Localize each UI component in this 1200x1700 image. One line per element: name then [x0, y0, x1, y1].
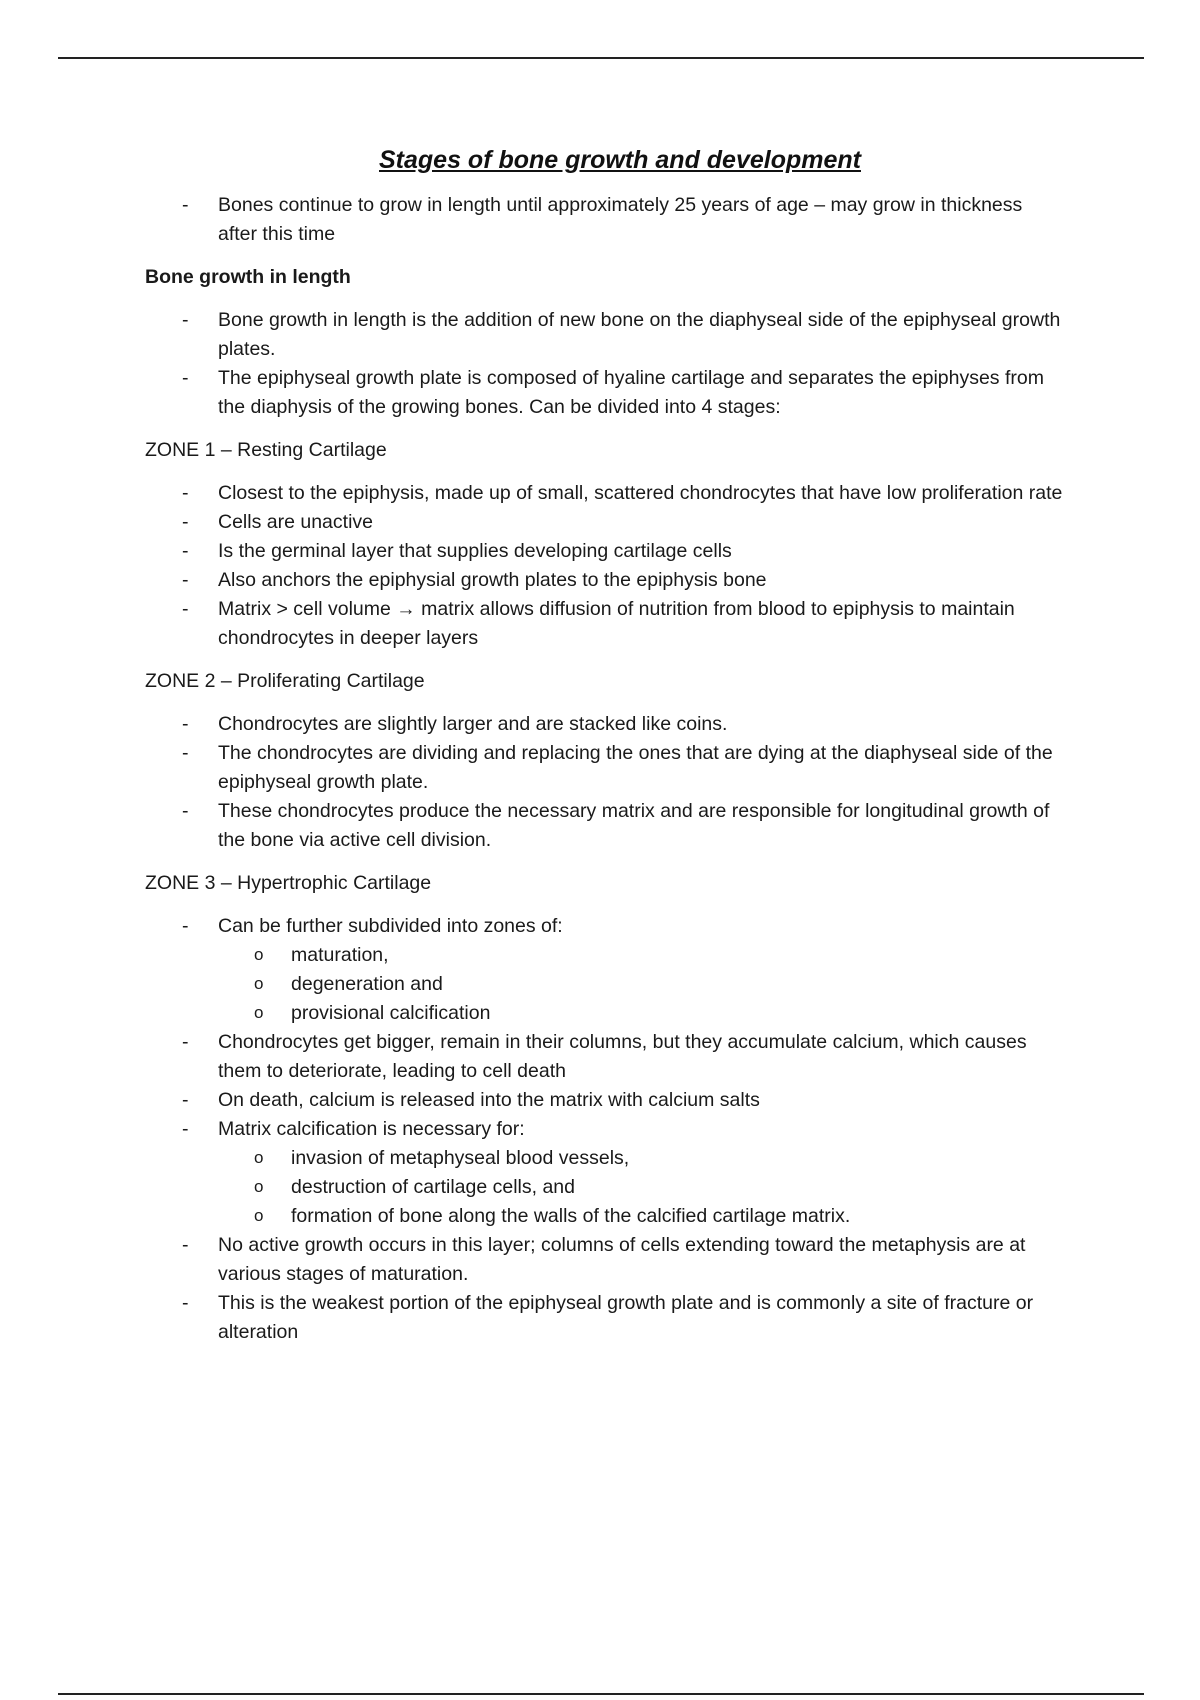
list-item: - Chondrocytes are slightly larger and are stacked like coins.: [145, 710, 1065, 739]
list-item: - Matrix > cell volume → matrix allows diffusion of nutrition from blood to epiphysis to maintain chondrocytes in deeper layers: [145, 595, 1065, 653]
list-item: - Cells are unactive: [145, 508, 1065, 537]
page-title: Stages of bone growth and development: [379, 146, 861, 174]
list-item: - Also anchors the epiphysial growth plates to the epiphysis bone: [145, 566, 1065, 595]
sub-list-item: o degeneration and: [218, 970, 1065, 999]
zone2-list: [145, 710, 1065, 855]
list-item: - These chondrocytes produce the necessary matrix and are responsible for longitudinal growth of the bone via active cell division.: [145, 797, 1065, 855]
list-item: - Bones continue to grow in length until approximately 25 years of age – may grow in thickness after this time: [145, 191, 1065, 249]
sub-list-item: o formation of bone along the walls of the calcified cartilage matrix.: [218, 1202, 1065, 1231]
zone2-heading: ZONE 2 – Proliferating Cartilage: [145, 670, 425, 692]
list-item: - Chondrocytes get bigger, remain in their columns, but they accumulate calcium, which causes them to deteriorate, leading to cell death: [145, 1028, 1065, 1086]
dash-bullet: -: [182, 598, 189, 620]
circle-bullet: o: [254, 974, 264, 993]
dash-bullet: -: [182, 482, 189, 504]
list-item: - Is the germinal layer that supplies developing cartilage cells: [145, 537, 1065, 566]
dash-bullet: -: [182, 1118, 189, 1140]
list-item: - On death, calcium is released into the matrix with calcium salts: [145, 1086, 1065, 1115]
circle-bullet: o: [254, 1003, 264, 1022]
list-item: - Closest to the epiphysis, made up of small, scattered chondrocytes that have low proliferation rate: [145, 479, 1065, 508]
intro-list: [145, 191, 1065, 249]
circle-bullet: o: [254, 1177, 264, 1196]
subzone-list: [218, 941, 1065, 1028]
sub-list-item: o invasion of metaphyseal blood vessels,: [218, 1144, 1065, 1173]
sub-list-item: o provisional calcification: [218, 999, 1065, 1028]
dash-bullet: -: [182, 194, 189, 216]
zone3-list: [145, 912, 1065, 1347]
header-rule: [58, 57, 1144, 59]
list-item: - No active growth occurs in this layer; columns of cells extending toward the metaphysis are at various stages of maturation.: [145, 1231, 1065, 1289]
dash-bullet: -: [182, 511, 189, 533]
sub-list-item: o destruction of cartilage cells, and: [218, 1173, 1065, 1202]
list-item: - Can be further subdivided into zones of: o maturation, o degeneration and o provisional calcification: [145, 912, 1065, 1028]
zone1-heading: ZONE 1 – Resting Cartilage: [145, 439, 387, 461]
zone3-heading: ZONE 3 – Hypertrophic Cartilage: [145, 872, 432, 894]
dash-bullet: -: [182, 540, 189, 562]
list-item: - The epiphyseal growth plate is composed of hyaline cartilage and separates the epiphyses from the diaphysis of the growing bones. Can be divided into 4 stages:: [145, 364, 1065, 422]
circle-bullet: o: [254, 945, 264, 964]
dash-bullet: -: [182, 915, 189, 937]
list-item: - This is the weakest portion of the epiphyseal growth plate and is commonly a site of fracture or alteration: [145, 1289, 1065, 1347]
footer-rule: [58, 1693, 1144, 1695]
dash-bullet: -: [182, 800, 189, 822]
section-heading: Bone growth in length: [145, 266, 351, 288]
calcification-list: [218, 1144, 1065, 1231]
list-item: - The chondrocytes are dividing and replacing the ones that are dying at the diaphyseal side of the epiphyseal growth plate.: [145, 739, 1065, 797]
sub-list-item: o maturation,: [218, 941, 1065, 970]
list-item: - Matrix calcification is necessary for: o invasion of metaphyseal blood vessels, o destruction of cartilage cells, and o formation of bone along the walls of the calcified cartilage matrix.: [145, 1115, 1065, 1231]
section-list: [145, 306, 1065, 422]
circle-bullet: o: [254, 1148, 264, 1167]
dash-bullet: -: [182, 1292, 189, 1314]
dash-bullet: -: [182, 367, 189, 389]
dash-bullet: -: [182, 742, 189, 764]
dash-bullet: -: [182, 713, 189, 735]
dash-bullet: -: [182, 1234, 189, 1256]
list-item: - Bone growth in length is the addition of new bone on the diaphyseal side of the epiphyseal growth plates.: [145, 306, 1065, 364]
circle-bullet: o: [254, 1206, 264, 1225]
zone1-list: [145, 479, 1065, 653]
document-body: [145, 146, 1065, 1347]
dash-bullet: -: [182, 1089, 189, 1111]
dash-bullet: -: [182, 1031, 189, 1053]
dash-bullet: -: [182, 569, 189, 591]
dash-bullet: -: [182, 309, 189, 331]
